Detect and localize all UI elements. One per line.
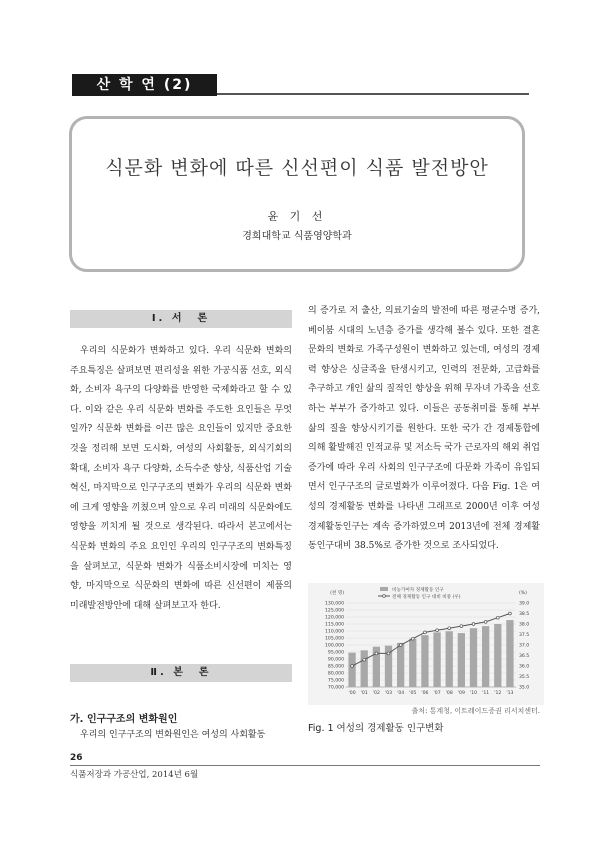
x-tick-label: '11 <box>482 691 490 696</box>
article-title: 식문화 변화에 따른 신선편이 식품 발전방안 <box>105 157 489 179</box>
y-tick-label: 95,000 <box>327 650 344 656</box>
intro-heading: Ⅰ. 서 론 <box>70 310 292 328</box>
journal-footer: 식품저장과 가공산업, 2014년 6월 <box>70 770 199 780</box>
intro-paragraph: 우리의 식문화가 변화하고 있다. 우리 식문화 변화의 주요특징은 살펴보면 편리성을 위한 가공식품 선호, 외식화, 소비자 욕구의 다양화를 반영한 국제화라고 할 수 있다. 이와 같은 우리 식문화 변화를 주도한 요인들은 무엇일까? 식문화 변화를 이끈 많은 요인들이 있지만 중요한 것을 정리해 보면 도시화, 여성의 사회활동, 외식기회의 확대, 소비자 욕구 다양화, 소득수준 향상, 식품산업 기술혁신, 마지막으로 인구구조의 변화가 우리의 식문화 변화에 크게 영향을 끼쳤으며 앞으로 우리 미래의 식문화에도 영향을 끼치게 될 것으로 생각된다. 따라서 본고에서는 식문화 변화의 주요 요인인 우리의 인구구조의 변화특징을 살펴보고, 식문화 변화가 식품소비시장에 미치는 영향, 마지막으로 식문화의 변화에 따른 신선편이 제품의 미래발전방안에 대해 살펴보고자 한다. <box>70 346 292 611</box>
legend-line-label: 전체 경제활동 인구 대비 비중 (우) <box>392 595 461 600</box>
right-column-body <box>308 302 540 557</box>
bar <box>494 624 501 687</box>
y2-tick-label: 35.0 <box>519 685 530 691</box>
x-tick-label: '07 <box>433 691 441 696</box>
footer-rule <box>70 765 540 766</box>
line-point <box>351 665 354 668</box>
x-tick-label: '01 <box>360 691 368 696</box>
figure-chart <box>308 583 544 705</box>
intro-body <box>70 342 292 616</box>
y-axis-label: (천 명) <box>330 591 344 596</box>
line-point <box>496 616 499 619</box>
header-rule <box>217 93 529 95</box>
y-tick-label: 90,000 <box>327 657 344 663</box>
bar <box>446 631 453 687</box>
x-tick-label: '00 <box>348 691 356 696</box>
line-point <box>424 631 427 634</box>
y2-tick-label: 39.0 <box>519 601 530 607</box>
y-tick-label: 100,000 <box>325 643 344 649</box>
y2-tick-label: 38.0 <box>519 622 530 628</box>
legend-line-marker <box>383 595 386 598</box>
y-tick-label: 110,000 <box>325 629 344 635</box>
x-tick-label: '10 <box>469 691 478 696</box>
author-name: 윤 기 선 <box>267 210 327 223</box>
y-tick-label: 75,000 <box>327 678 344 684</box>
y2-tick-label: 37.0 <box>519 643 530 649</box>
line-point <box>484 621 487 624</box>
chart-svg <box>308 583 544 705</box>
line-point <box>399 644 402 647</box>
bar <box>470 628 477 687</box>
line-point <box>509 612 512 615</box>
x-tick-label: '09 <box>457 691 465 696</box>
y-tick-label: 105,000 <box>325 636 344 642</box>
line-point <box>387 652 390 655</box>
bar <box>397 643 404 687</box>
y2-tick-label: 37.5 <box>519 633 530 638</box>
subheading: 가. 인구구조의 변화원인 <box>70 714 178 725</box>
legend-bar-label: 비농가여자 경제활동 인구 <box>392 588 444 593</box>
y-tick-label: 85,000 <box>327 664 344 670</box>
main-body-start: 우리의 인구구조의 변화원인은 여성의 사회활동 <box>80 730 266 740</box>
y-tick-label: 130,000 <box>325 601 344 607</box>
y2-tick-label: 36.5 <box>519 654 530 659</box>
line-point <box>472 623 475 626</box>
x-tick-label: '03 <box>384 691 393 696</box>
line-point <box>375 652 378 655</box>
y2-axis-label: (%) <box>519 591 527 596</box>
x-tick-label: '05 <box>409 691 417 696</box>
figure-caption: Fig. 1 여성의 경제활동 인구변화 <box>308 723 444 734</box>
line-point <box>363 658 366 661</box>
y2-tick-label: 38.5 <box>519 612 530 617</box>
page-number: 26 <box>70 753 83 763</box>
bar <box>458 633 465 687</box>
y2-tick-label: 35.5 <box>519 675 530 680</box>
section-tag: 산 학 연 (2) <box>72 74 217 96</box>
y-tick-label: 70,000 <box>327 685 344 691</box>
bar <box>482 626 489 687</box>
x-tick-label: '06 <box>421 691 429 696</box>
main-heading: Ⅱ. 본 론 <box>70 664 292 682</box>
line-point <box>460 625 463 628</box>
line-point <box>411 637 414 640</box>
bar <box>506 620 513 687</box>
y-tick-label: 120,000 <box>325 615 344 621</box>
y-tick-label: 80,000 <box>327 671 344 677</box>
y2-tick-label: 36.0 <box>519 664 530 670</box>
y-tick-label: 125,000 <box>325 608 344 614</box>
title-box <box>69 116 525 272</box>
figure-source: 출처: 통계청, 이트레이드증권 리서치센터. <box>411 707 540 715</box>
x-tick-label: '13 <box>506 691 514 696</box>
x-tick-label: '04 <box>397 691 405 696</box>
line-point <box>448 627 451 630</box>
bar <box>421 635 428 687</box>
x-tick-label: '02 <box>372 691 380 696</box>
right-paragraph: 의 증가로 저 출산, 의료기술의 발전에 따른 평균수명 증가, 베이붐 시대의 노년층 증가를 생각해 볼수 있다. 또한 결혼문화의 변화로 가족구성원이 변화하고 있는데, 여성의 경제력 향상은 싱글족을 탄생시키고, 인력의 전문화, 고급화를 추구하고 개인 삶의 질적인 향상을 위해 무자녀 가족을 선호하는 부부가 증가하고 있다. 이들은 공동취미를 통해 부부 삶의 질을 향상시키기를 원한다. 또한 국가 간 경제통합에 의해 활발해진 인적교류 및 저소득 국가 근로자의 해외 취업증가에 따라 우리 사회의 인구구조에 다문화 가족이 유입되면서 인구구조의 글로벌화가 이루어졌다. 다음 Fig. 1은 여성의 경제활동 변화를 나타낸 그래프로 2000년 이후 여성경제활동인구는 계속 증가하였으며 2013년에 전체 경제활동인구대비 38.5%로 증가한 것으로 조사되었다. <box>308 306 540 552</box>
author-affiliation: 경희대학교 식품영양학과 <box>242 231 352 242</box>
bar <box>348 653 355 687</box>
legend-bar-swatch <box>380 587 388 591</box>
line-point <box>436 629 439 632</box>
bar <box>409 639 416 687</box>
y-tick-label: 115,000 <box>325 622 344 628</box>
bar <box>361 650 368 687</box>
x-tick-label: '08 <box>445 691 453 696</box>
bar <box>433 632 440 687</box>
x-tick-label: '12 <box>494 691 502 696</box>
